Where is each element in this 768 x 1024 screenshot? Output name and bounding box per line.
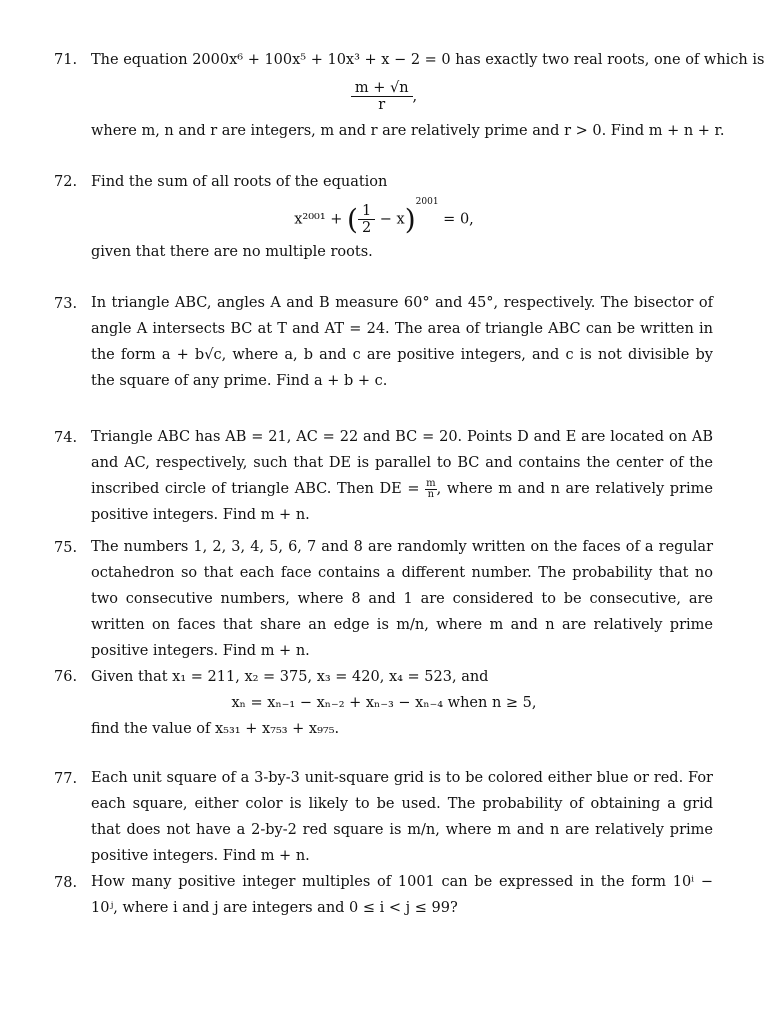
fraction-numerator: 1	[358, 203, 375, 220]
problem-text-part: Triangle ABC has AB = 21, AC = 22 and BC = 20. Points D and E are located on AB and AC, respectively, such that DE is parallel to BC and contains the center of the inscribed circle of triangle ABC. Then DE =	[91, 429, 713, 497]
fraction-denominator: n	[427, 488, 435, 500]
problem-text: Find the sum of all roots of the equation	[91, 174, 388, 190]
fraction-denominator: r	[378, 97, 386, 113]
fraction-numerator: m	[426, 477, 436, 489]
fraction-tail: ,	[412, 88, 418, 105]
problem-number: 72.	[54, 174, 78, 190]
paren-open: (	[347, 203, 358, 236]
equation-mid: − x	[375, 211, 405, 228]
problem-number: 77.	[54, 771, 78, 787]
problem-text: find the value of x₅₃₁ + x₇₅₃ + x₉₇₅.	[91, 721, 340, 737]
problem-text	[91, 424, 713, 528]
problem-number: 75.	[54, 540, 78, 556]
fraction-numerator: m + √n	[351, 80, 413, 97]
problem-text-part: , where m and n are relatively prime positive integers. Find m + n.	[91, 481, 713, 523]
paren-close: )	[404, 203, 416, 236]
problem-text: In triangle ABC, angles A and B measure 60° and 45°, respectively. The bisector of angle A intersects BC at T and AT = 24. The area of triangle ABC can be written in the form a + b√c, where a, b and c are positive integers, and c is not divisible by the square of any prime. Find a + b + c.	[91, 295, 713, 389]
problem-text: where m, n and r are integers, m and r are relatively prime and r > 0. Find m + n + r.	[91, 123, 725, 139]
problem-text: The equation 2000x⁶ + 100x⁵ + 10x³ + x − 2 = 0 has exactly two real roots, one of which is	[91, 52, 765, 68]
problem-text: Each unit square of a 3-by-3 unit-square grid is to be colored either blue or red. For each square, either color is likely to be used. The probability of obtaining a grid that does not have a 2-by-2 red square is m/n, where m and n are relatively prime positive integers. Find m + n.	[91, 770, 713, 864]
problem-text: How many positive integer multiples of 1001 can be expressed in the form 10ⁱ − 10ʲ, where i and j are integers and 0 ≤ i < j ≤ 99?	[91, 874, 713, 916]
problem-number: 73.	[54, 296, 78, 312]
problem-text: given that there are no multiple roots.	[91, 244, 373, 260]
exponent: 2001	[415, 196, 439, 207]
fraction	[425, 479, 436, 500]
fraction-expression	[0, 80, 768, 113]
fraction	[358, 203, 375, 236]
fraction	[351, 80, 413, 113]
equation-right: = 0,	[438, 211, 474, 228]
problem-number: 76.	[54, 669, 78, 685]
equation	[0, 196, 768, 236]
problem-number: 71.	[54, 52, 78, 68]
problem-text: Given that x₁ = 211, x₂ = 375, x₃ = 420, x₄ = 523, and	[91, 669, 489, 685]
equation-left: x²⁰⁰¹ +	[294, 211, 348, 228]
problem-number: 78.	[54, 875, 78, 891]
fraction-denominator: 2	[361, 220, 372, 236]
recurrence-equation: xₙ = xₙ₋₁ − xₙ₋₂ + xₙ₋₃ − xₙ₋₄ when n ≥ 5,	[231, 695, 537, 711]
problem-number: 74.	[54, 430, 78, 446]
problem-text: The numbers 1, 2, 3, 4, 5, 6, 7 and 8 are randomly written on the faces of a regular octahedron so that each face contains a different number. The probability that no two consecutive numbers, where 8 and 1 are considered to be consecutive, are written on faces that share an edge is m/n, where m and n are relatively prime positive integers. Find m + n.	[91, 539, 713, 659]
